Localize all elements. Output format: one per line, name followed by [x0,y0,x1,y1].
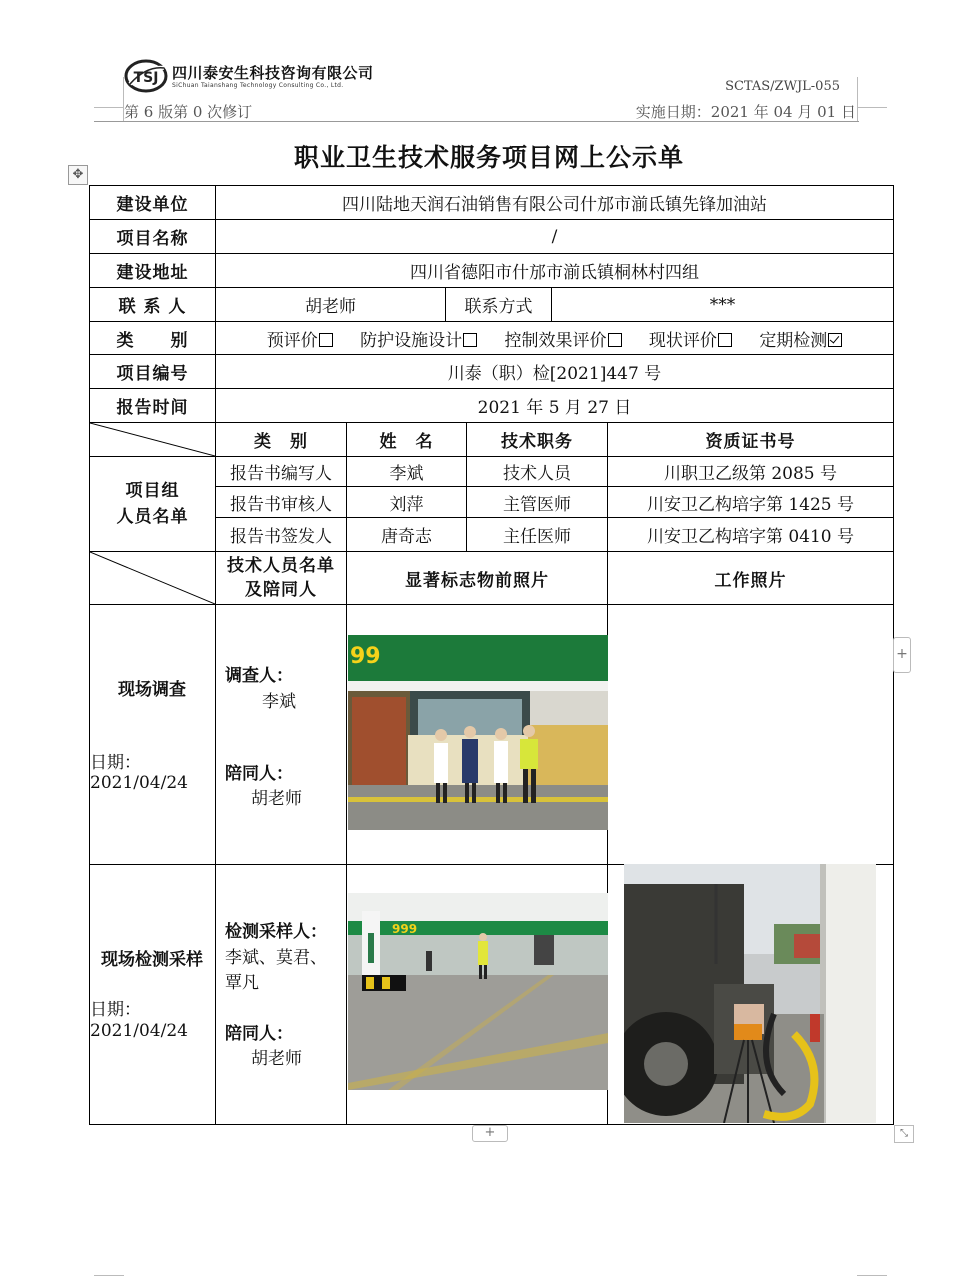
checkbox-checked-icon[interactable] [828,333,842,347]
diagonal-header-cell [90,423,216,457]
stage-sampling-cell [90,865,216,1125]
photo-header-staff [216,552,347,605]
company-logo [124,58,168,94]
sampler-names-line2: 覃凡 [225,973,259,993]
row-contact [90,288,894,322]
label-contact: 联 系 人 [90,288,216,322]
stage-survey-staff-cell [216,605,347,865]
photo-forecourt [348,893,608,1090]
team-name: 唐奇志 [347,518,467,552]
checkbox-icon[interactable] [718,333,732,347]
header-corner-right [857,77,858,121]
stage-name: 现场调查 [118,680,186,700]
stage-survey-cell [90,605,216,865]
stage-date-label: 日期： [90,753,141,773]
team-title: 技术人员 [467,457,608,487]
team-name: 刘萍 [347,487,467,518]
photo-header-work: 工作照片 [608,552,894,605]
label-contact-method: 联系方式 [446,288,552,322]
team-role: 报告书签发人 [216,518,347,552]
sampler-label: 检测采样人： [225,922,327,942]
photo-storefront-group [348,635,608,830]
category-option-label: 防护设施设计 [360,330,463,351]
row-report-time [90,389,894,423]
photo-header-staff-line1: 技术人员名单 [227,556,335,576]
add-row-plus-icon[interactable]: + [472,1125,508,1142]
accompany-name: 胡老师 [251,789,302,809]
photo-header-staff-line2: 及陪同人 [245,580,317,600]
stage-date-label: 日期： [90,1000,141,1020]
category-option-label: 定期检测 [759,330,828,351]
surveyor-name: 李斌 [262,692,296,712]
photo-header-sign: 显著标志物前照片 [347,552,608,605]
page-corner-mark-right [857,1275,887,1276]
label-category: 类 别 [90,322,216,355]
row-category [90,322,894,355]
category-option-label: 预评价 [266,330,318,351]
row-team-header [90,423,894,457]
sign-lettering: 999 [392,922,418,936]
team-row [90,457,894,487]
header-corner-tick-left [94,107,123,108]
category-options [216,322,894,355]
stage-date: 2021/04/24 [90,1021,188,1041]
team-group-label-line1: 项目组 [125,481,180,501]
category-option-status-eval[interactable] [649,331,732,351]
row-photo-header [90,552,894,605]
row-project-number [90,355,894,389]
label-project-number: 项目编号 [90,355,216,389]
page-title: 职业卫生技术服务项目网上公示单 [293,143,684,172]
category-option-label: 控制效果评价 [504,330,607,351]
value-construction-address: 四川省德阳市什邡市湔氐镇桐林村四组 [216,254,894,288]
sign-lettering: 99 [350,644,381,669]
photo-sampling-work [624,864,876,1123]
category-option-control-eval[interactable] [505,331,622,351]
row-construction-address [90,254,894,288]
checkbox-icon[interactable] [463,333,477,347]
label-report-time: 报告时间 [90,389,216,423]
team-cert: 川安卫乙构培字第 1425 号 [608,487,894,518]
logo-lettering: TSJ [133,70,159,86]
implement-date: 实施日期：2021 年 04 月 01 日 [635,103,856,121]
stage-survey-work-photo-cell [608,605,894,865]
label-construction-unit: 建设单位 [90,186,216,220]
surveyor-label: 调查人： [225,666,293,686]
accompany-label: 陪同人： [225,1024,293,1044]
team-header-cert: 资质证书号 [608,423,894,457]
checkbox-icon[interactable] [608,333,622,347]
category-option-pre-eval[interactable] [267,331,333,351]
add-column-plus-icon[interactable]: + [893,637,911,673]
team-group-label-line2: 人员名单 [116,507,189,527]
team-header-role: 类 别 [216,423,347,457]
stage-sampling-staff-cell [216,865,347,1125]
table-resize-handle-icon[interactable]: ⤡ [894,1125,914,1143]
row-project-name [90,220,894,254]
label-construction-address: 建设地址 [90,254,216,288]
team-role: 报告书审核人 [216,487,347,518]
row-construction-unit [90,186,894,220]
company-name-cn: 四川泰安生科技咨询有限公司 [172,64,374,82]
sampler-names-line1: 李斌、莫君、 [225,948,327,968]
value-project-name: / [216,220,894,254]
checkbox-icon[interactable] [319,333,333,347]
stage-name: 现场检测采样 [101,950,203,970]
header-corner-tick-right [857,107,887,108]
category-option-label: 现状评价 [648,330,717,351]
team-title: 主管医师 [467,487,608,518]
team-header-name: 姓 名 [347,423,467,457]
team-header-title: 技术职务 [467,423,608,457]
stage-date: 2021/04/24 [90,773,188,793]
value-contact-method: *** [552,288,894,322]
table-move-handle-icon[interactable]: ✥ [68,165,88,185]
team-name: 李斌 [347,457,467,487]
header-rule [94,121,859,122]
team-group-label [90,457,216,552]
revision-label: 第 6 版第 0 次修订 [124,103,253,121]
team-title: 主任医师 [467,518,608,552]
page-corner-mark-left [94,1275,124,1276]
document-code: SCTAS/ZWJL-055 [725,79,840,94]
team-cert: 川安卫乙构培字第 0410 号 [608,518,894,552]
category-option-protection-design[interactable] [360,331,477,351]
value-report-time: 2021 年 5 月 27 日 [216,389,894,423]
accompany-label: 陪同人： [225,764,293,784]
value-project-number: 川泰（职）检[2021]447 号 [216,355,894,389]
diagonal-photo-header-cell [90,552,216,605]
team-role: 报告书编写人 [216,457,347,487]
label-project-name: 项目名称 [90,220,216,254]
value-construction-unit: 四川陆地天润石油销售有限公司什邡市湔氐镇先锋加油站 [216,186,894,220]
accompany-name: 胡老师 [251,1049,302,1069]
team-cert: 川职卫乙级第 2085 号 [608,457,894,487]
category-option-periodic-test[interactable] [759,331,842,351]
value-contact: 胡老师 [216,288,446,322]
company-name-en: SiChuan Taianshang Technology Consulting Co., Ltd. [172,82,344,89]
